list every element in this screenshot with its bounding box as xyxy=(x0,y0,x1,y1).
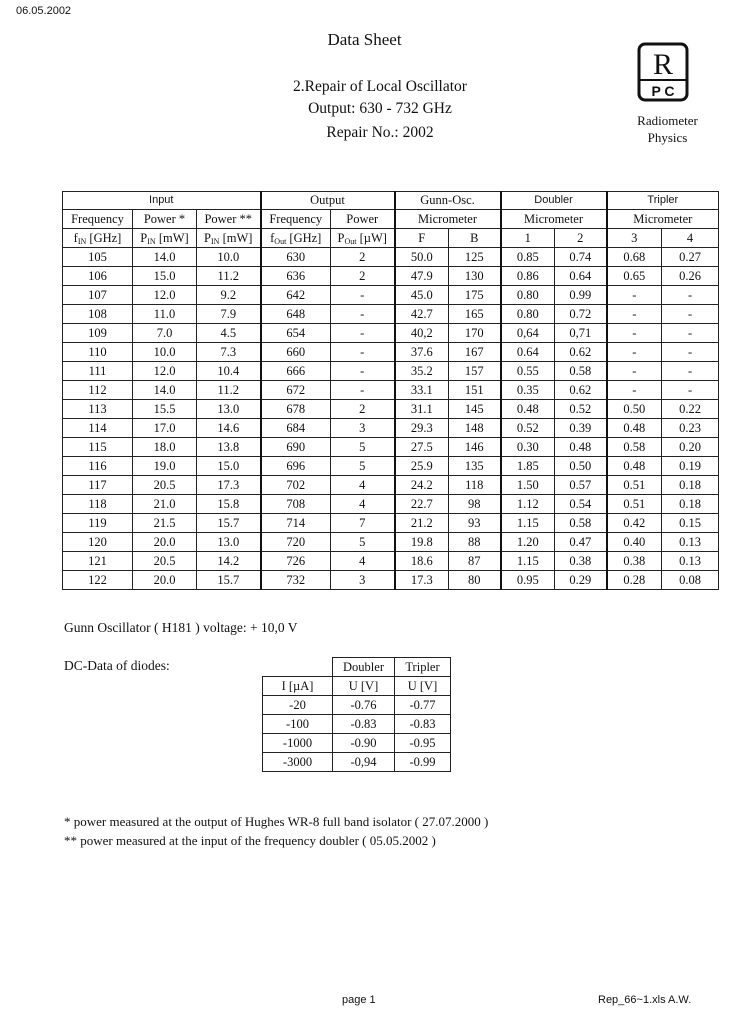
table-row xyxy=(63,248,719,267)
table-cell: 0.30 xyxy=(501,438,555,457)
table-cell: 21.5 xyxy=(133,514,197,533)
table-cell: 696 xyxy=(261,457,331,476)
unit-header: $P_{IN}$ [mW] xyxy=(133,229,197,248)
col-header: Frequency xyxy=(261,210,331,229)
table-cell: 33.1 xyxy=(395,381,449,400)
table-cell: - xyxy=(607,324,662,343)
table-cell: 10.4 xyxy=(197,362,261,381)
col-header: Power * xyxy=(133,210,197,229)
table-cell: 7.9 xyxy=(197,305,261,324)
table-cell: 15.8 xyxy=(197,495,261,514)
table-cell: 0.68 xyxy=(607,248,662,267)
table-cell: 0.65 xyxy=(607,267,662,286)
dc-row xyxy=(263,734,451,753)
table-cell: 120 xyxy=(63,533,133,552)
table-cell: 20.0 xyxy=(133,571,197,590)
table-cell: 720 xyxy=(261,533,331,552)
table-cell: 17.0 xyxy=(133,419,197,438)
table-cell: 20.5 xyxy=(133,552,197,571)
table-row xyxy=(63,305,719,324)
table-cell: 50.0 xyxy=(395,248,449,267)
table-cell: 0.13 xyxy=(662,533,719,552)
table-cell: 19.8 xyxy=(395,533,449,552)
table-cell: 45.0 xyxy=(395,286,449,305)
table-cell: 0,71 xyxy=(555,324,607,343)
table-row xyxy=(63,267,719,286)
table-cell: 121 xyxy=(63,552,133,571)
table-cell: 0.64 xyxy=(501,343,555,362)
table-cell: 165 xyxy=(449,305,501,324)
dc-data-table xyxy=(262,657,451,772)
table-cell: - xyxy=(662,286,719,305)
table-cell: 111 xyxy=(63,362,133,381)
table-cell: 122 xyxy=(63,571,133,590)
table-cell: 0.38 xyxy=(555,552,607,571)
table-cell: 145 xyxy=(449,400,501,419)
table-cell: 0.48 xyxy=(607,457,662,476)
table-cell: 0.48 xyxy=(607,419,662,438)
group-header-tripler: Tripler xyxy=(607,192,719,210)
table-cell: 0.39 xyxy=(555,419,607,438)
subtitle-repair: 2.Repair of Local Oscillator xyxy=(293,78,467,95)
table-cell: 0.42 xyxy=(607,514,662,533)
table-cell: 47.9 xyxy=(395,267,449,286)
page-number: page 1 xyxy=(342,994,376,1006)
table-cell: - xyxy=(662,362,719,381)
unit-header: B xyxy=(449,229,501,248)
table-cell: 0.29 xyxy=(555,571,607,590)
table-cell: 678 xyxy=(261,400,331,419)
dc-cell: -0.99 xyxy=(395,753,451,772)
table-cell: 714 xyxy=(261,514,331,533)
table-cell: 660 xyxy=(261,343,331,362)
group-header-input: Input xyxy=(63,192,261,210)
table-cell: 15.0 xyxy=(197,457,261,476)
table-cell: 0.85 xyxy=(501,248,555,267)
logo-caption-line: Physics xyxy=(647,130,688,145)
dc-col-header: Doubler xyxy=(333,658,395,677)
table-row xyxy=(63,362,719,381)
logo-caption-line: Radiometer xyxy=(637,113,698,128)
gunn-voltage-note: Gunn Oscillator ( H181 ) voltage: + 10,0 V xyxy=(64,620,298,635)
table-cell: 37.6 xyxy=(395,343,449,362)
table-cell: 13.0 xyxy=(197,533,261,552)
table-cell: 4 xyxy=(331,476,395,495)
unit-header: $f_{Out}$ [GHz] xyxy=(261,229,331,248)
table-cell: 93 xyxy=(449,514,501,533)
dc-cell: -20 xyxy=(263,696,333,715)
table-cell: 0.62 xyxy=(555,381,607,400)
table-cell: 672 xyxy=(261,381,331,400)
table-cell: 29.3 xyxy=(395,419,449,438)
table-cell: 27.5 xyxy=(395,438,449,457)
table-cell: 708 xyxy=(261,495,331,514)
table-cell: 87 xyxy=(449,552,501,571)
table-row xyxy=(63,286,719,305)
print-date: 06.05.2002 xyxy=(16,5,72,17)
table-row xyxy=(63,533,719,552)
table-cell: 0.50 xyxy=(607,400,662,419)
table-cell: 0.55 xyxy=(501,362,555,381)
table-row xyxy=(63,457,719,476)
dc-cell: -0.90 xyxy=(333,734,395,753)
dc-data-label: DC-Data of diodes: xyxy=(64,658,170,673)
col-header: Micrometer xyxy=(395,210,501,229)
table-cell: 130 xyxy=(449,267,501,286)
rpg-logo-icon xyxy=(637,42,689,102)
table-cell: 14.2 xyxy=(197,552,261,571)
dc-cell: -0,94 xyxy=(333,753,395,772)
table-cell: 167 xyxy=(449,343,501,362)
table-cell: 105 xyxy=(63,248,133,267)
table-cell: 13.8 xyxy=(197,438,261,457)
logo-caption xyxy=(600,112,729,146)
unit-header: 1 xyxy=(501,229,555,248)
dc-cell: -0.83 xyxy=(395,715,451,734)
table-cell: 0.80 xyxy=(501,286,555,305)
table-cell: 2 xyxy=(331,400,395,419)
table-cell: 0.74 xyxy=(555,248,607,267)
dc-cell: -0.77 xyxy=(395,696,451,715)
table-cell: 1.12 xyxy=(501,495,555,514)
table-cell: 19.0 xyxy=(133,457,197,476)
unit-header: $f_{IN}$ [GHz] xyxy=(63,229,133,248)
subtitle-repair-no: Repair No.: 2002 xyxy=(326,124,434,141)
dc-col-header: Tripler xyxy=(395,658,451,677)
table-cell: 1.20 xyxy=(501,533,555,552)
table-cell: 14.0 xyxy=(133,381,197,400)
table-cell: 0.80 xyxy=(501,305,555,324)
table-cell: 135 xyxy=(449,457,501,476)
table-cell: - xyxy=(331,305,395,324)
table-cell: 1.15 xyxy=(501,552,555,571)
table-cell: - xyxy=(607,362,662,381)
table-cell: 666 xyxy=(261,362,331,381)
table-cell: 0.15 xyxy=(662,514,719,533)
table-cell: 690 xyxy=(261,438,331,457)
table-cell: 113 xyxy=(63,400,133,419)
table-cell: 119 xyxy=(63,514,133,533)
table-cell: 0.27 xyxy=(662,248,719,267)
dc-cell: -3000 xyxy=(263,753,333,772)
table-cell: 9.2 xyxy=(197,286,261,305)
table-cell: - xyxy=(662,381,719,400)
table-cell: 0.08 xyxy=(662,571,719,590)
table-cell: 0.26 xyxy=(662,267,719,286)
group-header-doubler: Doubler xyxy=(501,192,607,210)
table-cell: 24.2 xyxy=(395,476,449,495)
table-cell: 40,2 xyxy=(395,324,449,343)
table-cell: 4.5 xyxy=(197,324,261,343)
table-row xyxy=(63,495,719,514)
table-cell: 0.19 xyxy=(662,457,719,476)
table-cell: 636 xyxy=(261,267,331,286)
table-cell: - xyxy=(607,343,662,362)
table-cell: 11.2 xyxy=(197,381,261,400)
table-cell: 1.85 xyxy=(501,457,555,476)
col-header: Frequency xyxy=(63,210,133,229)
table-cell: 0.23 xyxy=(662,419,719,438)
table-cell: 12.0 xyxy=(133,286,197,305)
table-row xyxy=(63,324,719,343)
dc-row xyxy=(263,753,451,772)
table-cell: 17.3 xyxy=(197,476,261,495)
table-cell: 0.62 xyxy=(555,343,607,362)
table-cell: 0.51 xyxy=(607,495,662,514)
table-cell: 21.0 xyxy=(133,495,197,514)
table-cell: 108 xyxy=(63,305,133,324)
table-cell: 4 xyxy=(331,495,395,514)
col-header: Micrometer xyxy=(607,210,719,229)
table-cell: 110 xyxy=(63,343,133,362)
table-row xyxy=(63,343,719,362)
table-cell: 0.95 xyxy=(501,571,555,590)
unit-header: 2 xyxy=(555,229,607,248)
table-cell: 630 xyxy=(261,248,331,267)
table-row xyxy=(63,438,719,457)
table-cell: 10.0 xyxy=(197,248,261,267)
table-cell: - xyxy=(607,381,662,400)
col-header: Power xyxy=(331,210,395,229)
table-cell: 0.22 xyxy=(662,400,719,419)
table-cell: 109 xyxy=(63,324,133,343)
table-cell: 0.52 xyxy=(501,419,555,438)
dc-row xyxy=(263,715,451,734)
group-header-output: Output xyxy=(261,192,395,210)
dc-row xyxy=(263,696,451,715)
table-cell: 648 xyxy=(261,305,331,324)
table-cell: 146 xyxy=(449,438,501,457)
table-cell: 0.38 xyxy=(607,552,662,571)
table-cell: 80 xyxy=(449,571,501,590)
table-cell: 0.13 xyxy=(662,552,719,571)
table-cell: 10.0 xyxy=(133,343,197,362)
table-cell: 0.20 xyxy=(662,438,719,457)
table-cell: 175 xyxy=(449,286,501,305)
table-cell: 116 xyxy=(63,457,133,476)
table-cell: 157 xyxy=(449,362,501,381)
table-cell: 20.5 xyxy=(133,476,197,495)
table-row xyxy=(63,381,719,400)
table-cell: 0.58 xyxy=(555,514,607,533)
table-cell: 0.64 xyxy=(555,267,607,286)
footnote-single-star: * power measured at the output of Hughes WR-8 full band isolator ( 27.07.2000 ) xyxy=(64,814,489,829)
table-cell: 0.18 xyxy=(662,476,719,495)
table-cell: 7 xyxy=(331,514,395,533)
table-cell: 3 xyxy=(331,571,395,590)
col-header: Power ** xyxy=(197,210,261,229)
table-row xyxy=(63,514,719,533)
table-cell: 0.57 xyxy=(555,476,607,495)
table-cell: 0,64 xyxy=(501,324,555,343)
table-row xyxy=(63,419,719,438)
table-cell: 17.3 xyxy=(395,571,449,590)
table-cell: 5 xyxy=(331,457,395,476)
table-cell: 5 xyxy=(331,438,395,457)
table-cell: 115 xyxy=(63,438,133,457)
table-cell: 106 xyxy=(63,267,133,286)
table-cell: 18.6 xyxy=(395,552,449,571)
table-cell: 31.1 xyxy=(395,400,449,419)
table-cell: 21.2 xyxy=(395,514,449,533)
dc-cell: -0.95 xyxy=(395,734,451,753)
table-cell: 0.58 xyxy=(555,362,607,381)
dc-cell: -0.83 xyxy=(333,715,395,734)
table-row xyxy=(63,476,719,495)
table-cell: 0.18 xyxy=(662,495,719,514)
dc-cell: -1000 xyxy=(263,734,333,753)
unit-header: 4 xyxy=(662,229,719,248)
table-cell: 684 xyxy=(261,419,331,438)
table-cell: 13.0 xyxy=(197,400,261,419)
table-cell: 88 xyxy=(449,533,501,552)
table-cell: 5 xyxy=(331,533,395,552)
table-cell: 0.99 xyxy=(555,286,607,305)
table-cell: - xyxy=(662,343,719,362)
dc-blank-cell xyxy=(263,658,333,677)
table-cell: 7.0 xyxy=(133,324,197,343)
table-cell: 42.7 xyxy=(395,305,449,324)
table-cell: 11.0 xyxy=(133,305,197,324)
table-cell: 125 xyxy=(449,248,501,267)
table-cell: 12.0 xyxy=(133,362,197,381)
table-cell: - xyxy=(662,324,719,343)
dc-cell: -100 xyxy=(263,715,333,734)
table-cell: 1.15 xyxy=(501,514,555,533)
table-cell: 2 xyxy=(331,248,395,267)
table-cell: 0.40 xyxy=(607,533,662,552)
table-cell: 0.48 xyxy=(501,400,555,419)
table-cell: - xyxy=(331,286,395,305)
table-cell: 114 xyxy=(63,419,133,438)
table-cell: 0.48 xyxy=(555,438,607,457)
table-cell: 3 xyxy=(331,419,395,438)
table-cell: - xyxy=(607,286,662,305)
logo-letters-bottom: P C xyxy=(651,83,675,99)
table-cell: 0.50 xyxy=(555,457,607,476)
table-cell: 14.0 xyxy=(133,248,197,267)
table-cell: 170 xyxy=(449,324,501,343)
file-name: Rep_66~1.xls A.W. xyxy=(598,994,692,1006)
table-row xyxy=(63,400,719,419)
table-cell: 117 xyxy=(63,476,133,495)
table-cell: 7.3 xyxy=(197,343,261,362)
table-cell: 20.0 xyxy=(133,533,197,552)
table-cell: - xyxy=(331,324,395,343)
table-cell: - xyxy=(607,305,662,324)
page-title: Data Sheet xyxy=(327,30,402,49)
table-cell: 0.47 xyxy=(555,533,607,552)
table-row xyxy=(63,571,719,590)
footnote-double-star: ** power measured at the input of the frequency doubler ( 05.05.2002 ) xyxy=(64,833,436,848)
table-cell: 118 xyxy=(63,495,133,514)
table-cell: 726 xyxy=(261,552,331,571)
table-cell: 15.7 xyxy=(197,514,261,533)
table-cell: 22.7 xyxy=(395,495,449,514)
table-cell: 107 xyxy=(63,286,133,305)
table-row xyxy=(63,552,719,571)
table-cell: 18.0 xyxy=(133,438,197,457)
table-cell: - xyxy=(331,362,395,381)
table-cell: 654 xyxy=(261,324,331,343)
unit-header: $P_{Out}$ [µW] xyxy=(331,229,395,248)
table-cell: 0.86 xyxy=(501,267,555,286)
table-cell: 0.35 xyxy=(501,381,555,400)
table-cell: 11.2 xyxy=(197,267,261,286)
table-cell: 15.7 xyxy=(197,571,261,590)
table-cell: 148 xyxy=(449,419,501,438)
table-cell: 0.28 xyxy=(607,571,662,590)
dc-unit-header: U [V] xyxy=(395,677,451,696)
dc-unit-header: I [µA] xyxy=(263,677,333,696)
table-cell: 0.54 xyxy=(555,495,607,514)
dc-unit-header: U [V] xyxy=(333,677,395,696)
table-cell: 112 xyxy=(63,381,133,400)
table-cell: 0.51 xyxy=(607,476,662,495)
table-cell: 118 xyxy=(449,476,501,495)
unit-header: F xyxy=(395,229,449,248)
measurement-table xyxy=(62,191,719,590)
table-cell: - xyxy=(331,381,395,400)
table-cell: - xyxy=(662,305,719,324)
table-cell: 4 xyxy=(331,552,395,571)
table-cell: 2 xyxy=(331,267,395,286)
table-cell: 0.72 xyxy=(555,305,607,324)
unit-header: 3 xyxy=(607,229,662,248)
group-header-gunn: Gunn-Osc. xyxy=(395,192,501,210)
col-header: Micrometer xyxy=(501,210,607,229)
table-cell: 702 xyxy=(261,476,331,495)
table-cell: 25.9 xyxy=(395,457,449,476)
table-cell: - xyxy=(331,343,395,362)
table-cell: 0.58 xyxy=(607,438,662,457)
table-cell: 1.50 xyxy=(501,476,555,495)
table-cell: 15.5 xyxy=(133,400,197,419)
table-cell: 15.0 xyxy=(133,267,197,286)
table-cell: 35.2 xyxy=(395,362,449,381)
table-cell: 98 xyxy=(449,495,501,514)
subtitle-output: Output: 630 - 732 GHz xyxy=(308,100,452,117)
table-cell: 151 xyxy=(449,381,501,400)
table-cell: 732 xyxy=(261,571,331,590)
logo-letters-top: R xyxy=(652,48,674,81)
unit-header: $P_{IN}$ [mW] xyxy=(197,229,261,248)
unit-header-row xyxy=(63,229,719,248)
table-cell: 0.52 xyxy=(555,400,607,419)
dc-cell: -0.76 xyxy=(333,696,395,715)
table-cell: 14.6 xyxy=(197,419,261,438)
table-cell: 642 xyxy=(261,286,331,305)
